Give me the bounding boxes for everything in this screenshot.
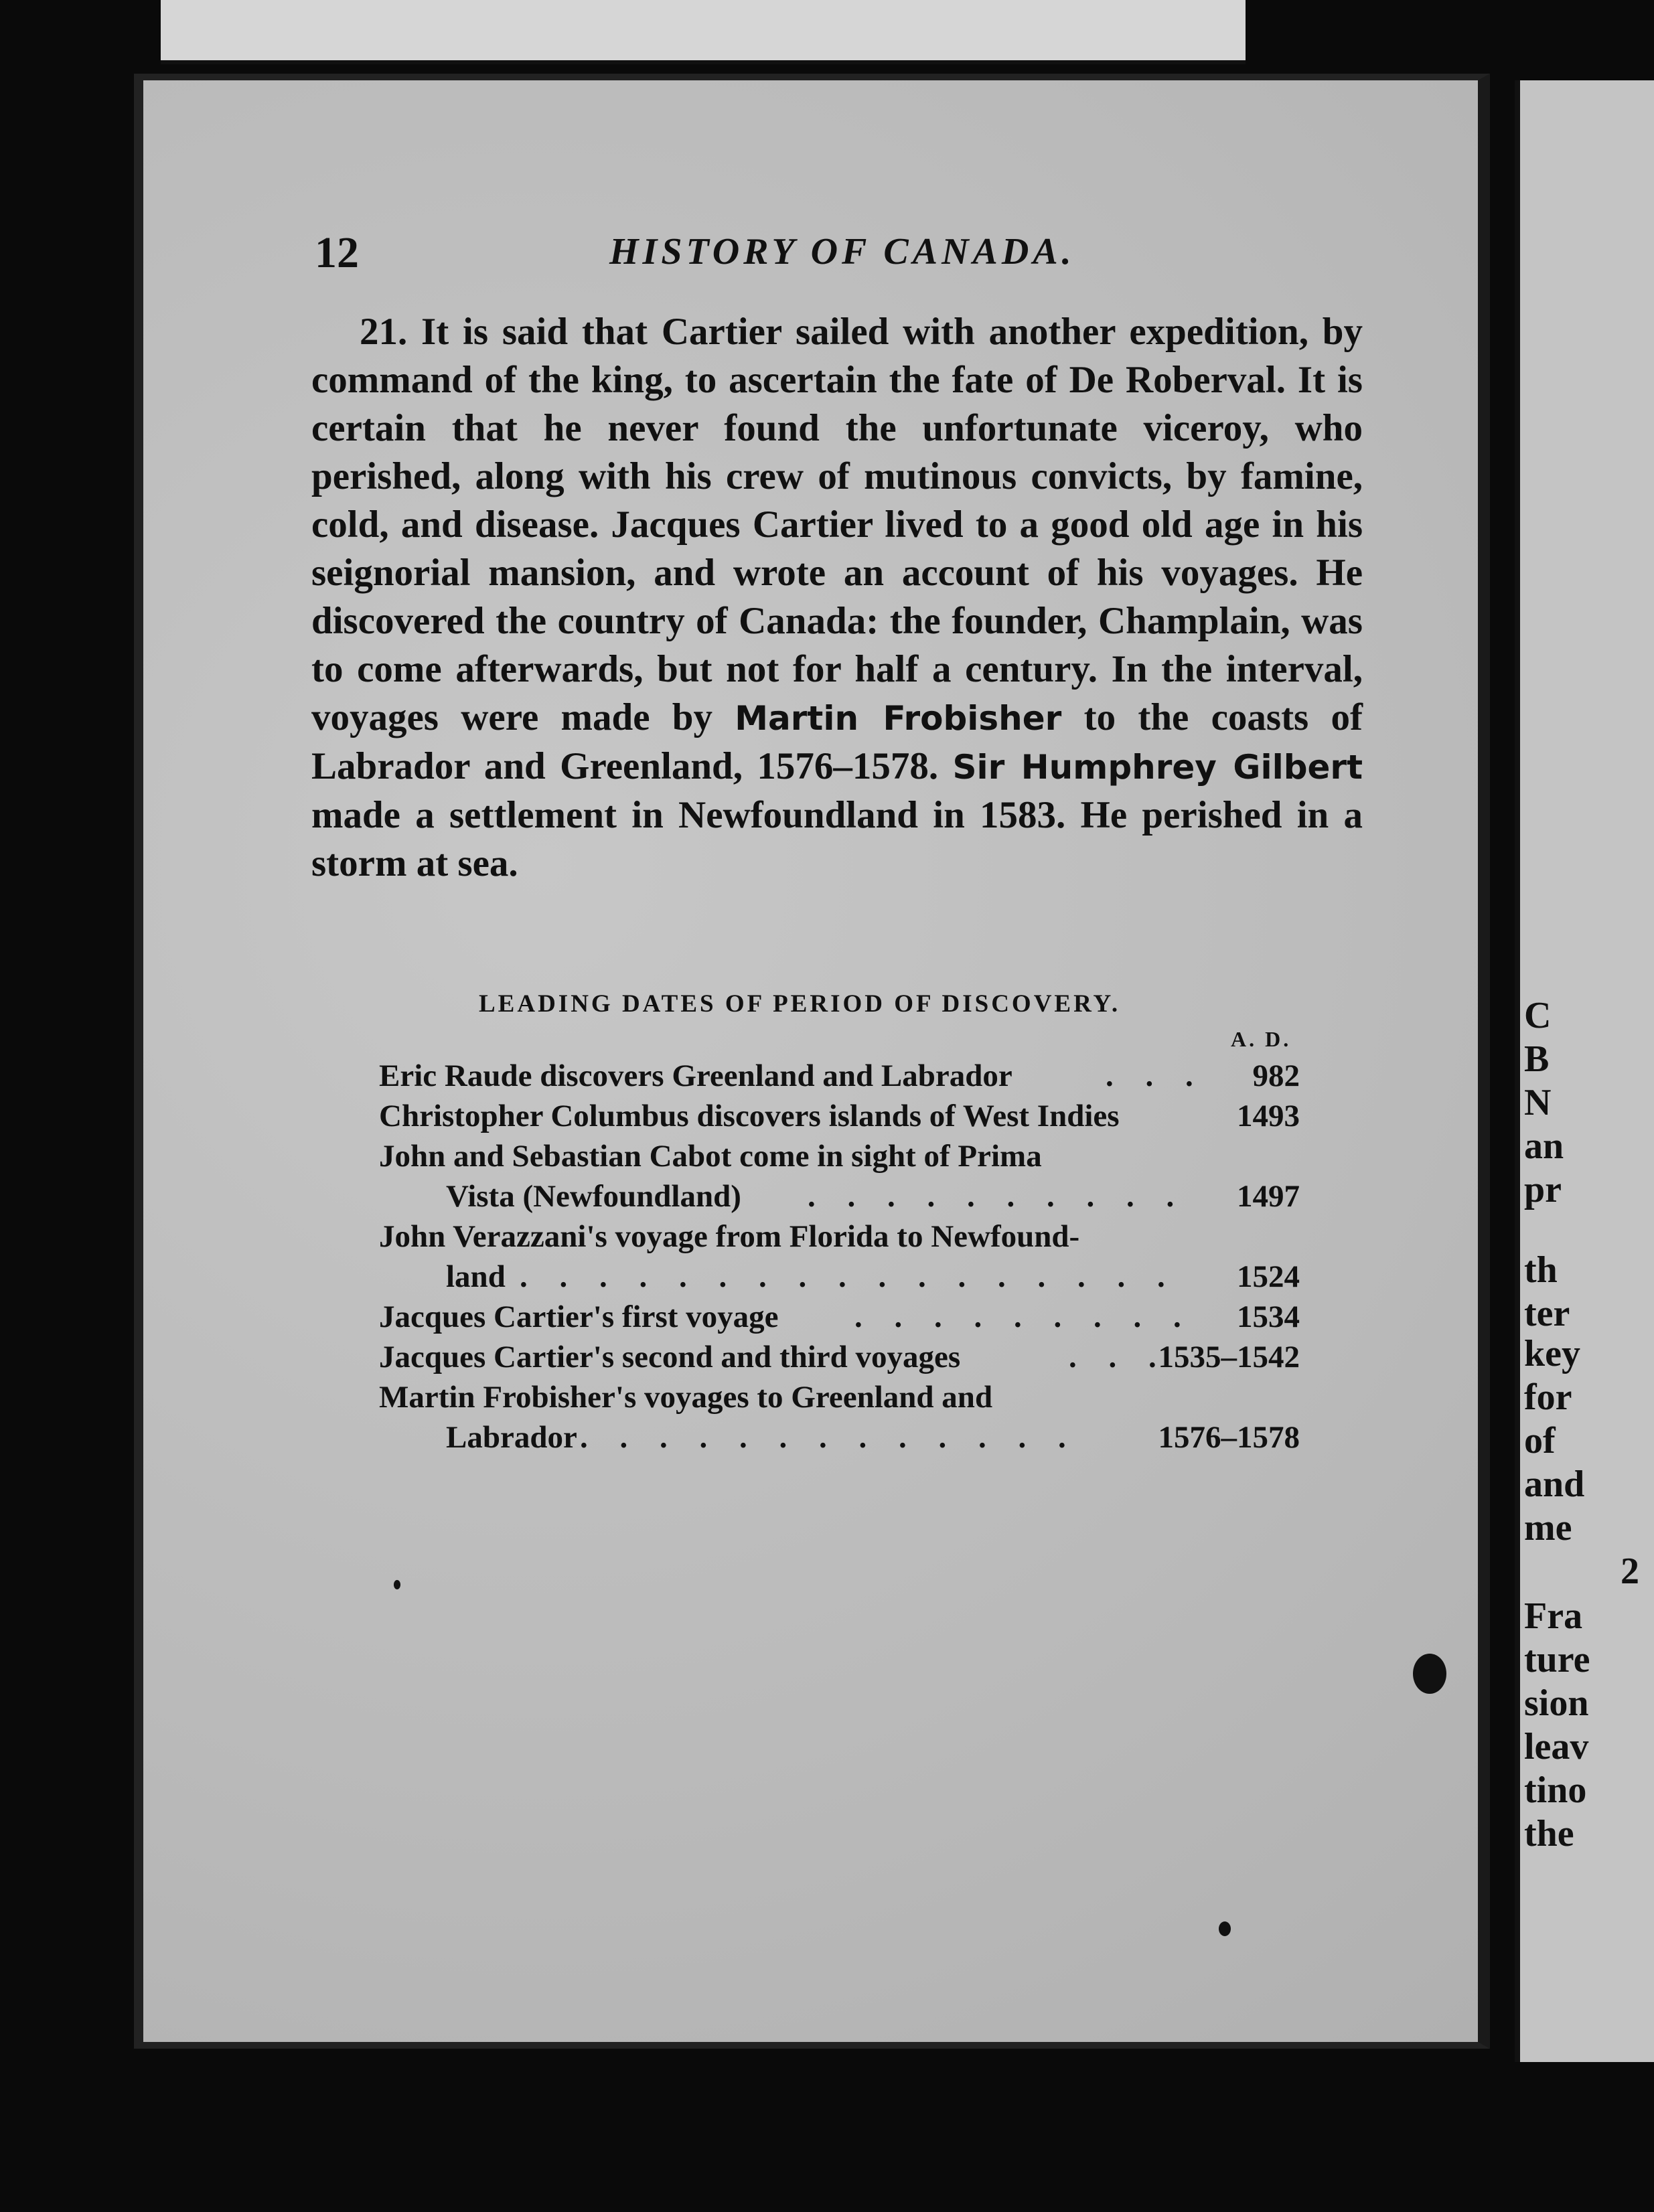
leader-dots: . . . . . . . . . (854, 1299, 1193, 1334)
dates-table-row (379, 1419, 1300, 1459)
facing-page-fragment: of (1524, 1420, 1556, 1462)
dates-table-row (379, 1098, 1300, 1138)
facing-page-fragment: ture (1524, 1639, 1590, 1680)
facing-page-fragment: me (1524, 1507, 1572, 1549)
event-year: 982 (1252, 1058, 1300, 1093)
event-text: Jacques Cartier's first voyage (379, 1299, 779, 1334)
leader-dots: . . . . . . . . . . (808, 1179, 1187, 1214)
dates-table-title: LEADING DATES OF PERIOD OF DISCOVERY. (479, 990, 1121, 1018)
paragraph-text: made a settlement in Newfoundland in 1583. He perished in a storm at sea. (311, 794, 1363, 884)
event-year: 1576–1578 (1158, 1420, 1300, 1455)
leader-dots: . . . (1069, 1340, 1169, 1374)
event-year: 1524 (1237, 1259, 1300, 1294)
facing-page-edge (1515, 80, 1654, 2062)
event-year: 1534 (1237, 1299, 1300, 1334)
person-name: Sir Humphrey Gilbert (952, 748, 1363, 787)
facing-page-fragment: Fra (1524, 1595, 1583, 1637)
ink-speck (394, 1580, 400, 1589)
facing-page-fragment: the (1524, 1813, 1574, 1854)
leader-dots: . . . (1106, 1058, 1205, 1093)
page-header (315, 228, 1359, 288)
facing-page-fragment: 2 (1621, 1551, 1639, 1592)
ink-speck (1219, 1921, 1231, 1936)
facing-page-fragment: ter (1524, 1293, 1570, 1334)
dates-table-row (379, 1218, 1300, 1259)
facing-page-fragment: pr (1524, 1169, 1562, 1210)
page-number: 12 (315, 228, 359, 277)
event-text: Vista (Newfoundland) (446, 1179, 741, 1214)
adjacent-page-top-edge (161, 0, 1246, 64)
facing-page-fragment: C (1524, 995, 1552, 1036)
event-text: Christopher Columbus discovers islands of West Indies (379, 1099, 1120, 1133)
running-title: HISTORY OF CANADA. (609, 231, 1075, 272)
event-year: 1497 (1237, 1179, 1300, 1214)
ink-blot (1413, 1654, 1446, 1694)
facing-page-fragment: N (1524, 1082, 1552, 1123)
facing-page-fragment: tino (1524, 1769, 1587, 1811)
facing-page-fragment: an (1524, 1125, 1564, 1167)
facing-page-fragment: and (1524, 1464, 1585, 1505)
dates-table-row (379, 1058, 1300, 1098)
facing-page-fragment: B (1524, 1038, 1550, 1080)
dates-table-row (379, 1178, 1300, 1218)
leader-dots: . . . . . . . . . . . . . (580, 1420, 1078, 1455)
facing-page-fragment: for (1524, 1376, 1572, 1418)
paragraph-text: 21. It is said that Cartier sailed with another expedition, by command of the king, to ascertain the fate of De Roberval. It is certain that he never found the unfortunate viceroy, who perished, along with his crew of mutinous convicts, by famine, cold, and disease. Jacques Cartier lived to a good old age in his seignorial mansion, and wrote an account of his voyages. He discovered the country of Canada: the founder, Champlain, was to come afterwards, but not for half a century. In the interval, voyages were made by (311, 311, 1363, 738)
facing-page-fragment: leav (1524, 1726, 1589, 1767)
event-text: Eric Raude discovers Greenland and Labrador (379, 1058, 1012, 1093)
event-year: 1493 (1237, 1099, 1300, 1133)
facing-page-fragment: th (1524, 1249, 1558, 1291)
person-name: Martin Frobisher (735, 699, 1062, 738)
dates-table-row (379, 1339, 1300, 1379)
event-text: John and Sebastian Cabot come in sight of Prima (379, 1139, 1042, 1174)
body-paragraph (311, 308, 1363, 888)
leader-dots: . . . . . . . . . . . . . . . . . (520, 1259, 1177, 1294)
event-text: land (446, 1259, 506, 1294)
dates-table-row (379, 1259, 1300, 1299)
facing-page-fragment: key (1524, 1333, 1580, 1374)
dates-table-row (379, 1138, 1300, 1178)
event-text: Jacques Cartier's second and third voyages (379, 1340, 961, 1374)
event-text: John Verazzani's voyage from Florida to Newfound- (379, 1219, 1080, 1254)
dates-table-row (379, 1299, 1300, 1339)
event-text: Martin Frobisher's voyages to Greenland and (379, 1380, 993, 1415)
paragraph-text: to the coasts of Labrador and Greenland, 1576–1578. (311, 696, 1363, 787)
dates-table-row (379, 1379, 1300, 1419)
facing-page-fragment: sion (1524, 1682, 1589, 1724)
event-year: 1535–1542 (1158, 1340, 1300, 1374)
year-column-header: A. D. (1231, 1027, 1292, 1051)
event-text: Labrador (446, 1420, 577, 1455)
